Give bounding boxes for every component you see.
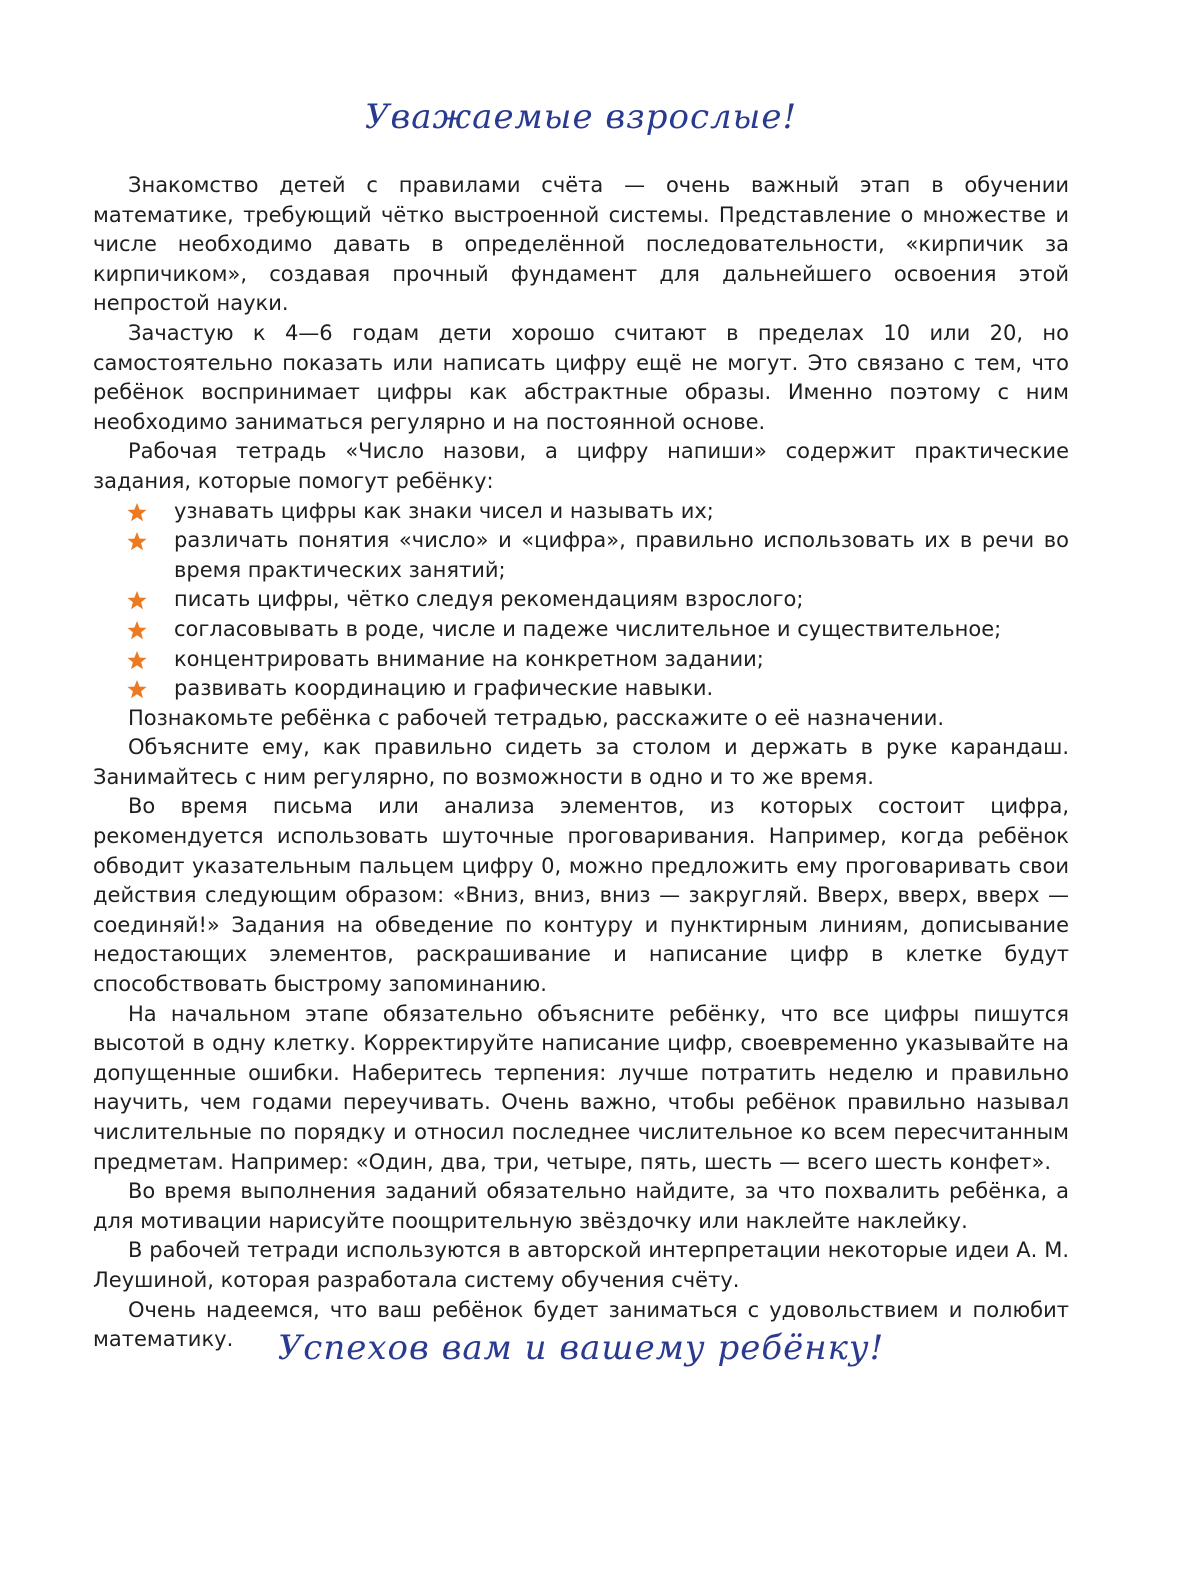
paragraph: Во время выполнения заданий обязательно найдите, за что похвалить ребёнка, а для мотивации нарисуйте поощрительную звёздочку или наклейте наклейку. (93, 1179, 1069, 1233)
star-icon (127, 621, 147, 640)
paragraph: Рабочая тетрадь «Число назови, а цифру напиши» содержит практические задания, которые помогут ребёнку: (93, 439, 1069, 493)
list-item-text: развивать координацию и графические навыки. (174, 676, 714, 701)
paragraph: Знакомство детей с правилами счёта — очень важный этап в обучении математике, требующий чётко выстроенной системы. Представление о множестве и числе необходимо давать в определённой последовательности, «кирпичик за кирпичиком», создавая прочный фундамент для дальнейшего освоения этой непростой науки. (93, 173, 1069, 316)
list-item-text: концентрировать внимание на конкретном задании; (174, 646, 764, 671)
star-icon (127, 680, 147, 699)
list-item (93, 615, 1069, 645)
list-item (93, 526, 1069, 585)
star-icon (127, 591, 147, 610)
paragraph: На начальном этапе обязательно объясните ребёнку, что все цифры пишутся высотой в одну клетку. Корректируйте написание цифр, своевременно указывайте на допущенные ошибки. Наберитесь терпения: лучше потратить неделю и правильно научить, чем годами переучивать. Очень важно, чтобы ребёнок правильно называл числительные по порядку и относил последнее числительное ко всем пересчитанным предметам. Например: «Один, два, три, четыре, пять, шесть — всего шесть конфет». (93, 1001, 1069, 1174)
list-item-text: узнавать цифры как знаки чисел и называть их; (174, 498, 714, 523)
list-item (93, 585, 1069, 615)
closing-wish: Успехов вам и вашему ребёнку! (277, 1328, 885, 1368)
list-item (93, 674, 1069, 704)
paragraph: Очень надеемся, что ваш ребёнок будет заниматься с удовольствием и полюбит математику. (93, 1297, 1069, 1352)
body-text (93, 171, 1069, 1355)
paragraph: Во время письма или анализа элементов, из которых состоит цифра, рекомендуется использовать шуточные проговаривания. Например, когда ребёнок обводит указательным пальцем цифру 0, можно предложить ему проговаривать свои действия следующим образом: «Вниз, вниз, вниз — закругляй. Вверх, вверх, вверх — соединяй!» Задания на обведение по контуру и пунктирным линиям, дописывание недостающих элементов, раскрашивание и написание цифр в клетке будут способствовать быстрому запоминанию. (93, 794, 1069, 997)
list-item (93, 497, 1069, 527)
star-icon (127, 651, 147, 670)
list-item-text: писать цифры, чётко следуя рекомендациям взрослого; (174, 587, 804, 612)
list-item (93, 645, 1069, 675)
paragraph: Зачастую к 4—6 годам дети хорошо считают в пределах 10 или 20, но самостоятельно показать или написать цифру ещё не могут. Это связано с тем, что ребёнок воспринимает цифры как абстрактные образы. Именно поэтому с ним необходимо заниматься регулярно и на постоянной основе. (93, 320, 1069, 434)
paragraph: Познакомьте ребёнка с рабочей тетрадью, расскажите о её назначении. (128, 705, 945, 730)
star-icon (127, 503, 147, 522)
star-icon (127, 532, 147, 551)
list-item-text: согласовывать в роде, числе и падеже числительное и существительное; (174, 616, 1002, 641)
page-title: Уважаемые взрослые! (364, 97, 798, 137)
paragraph: Объясните ему, как правильно сидеть за столом и держать в руке карандаш. Занимайтесь с ним регулярно, по возможности в одно и то же время. (93, 735, 1069, 789)
list-item-text: различать понятия «число» и «цифра», правильно использовать их в речи во время практических занятий; (174, 528, 1069, 582)
paragraph: В рабочей тетради используются в авторской интерпретации некоторые идеи А. М. Леушиной, которая разработала систему обучения счёту. (93, 1238, 1069, 1292)
skills-list (93, 497, 1069, 704)
